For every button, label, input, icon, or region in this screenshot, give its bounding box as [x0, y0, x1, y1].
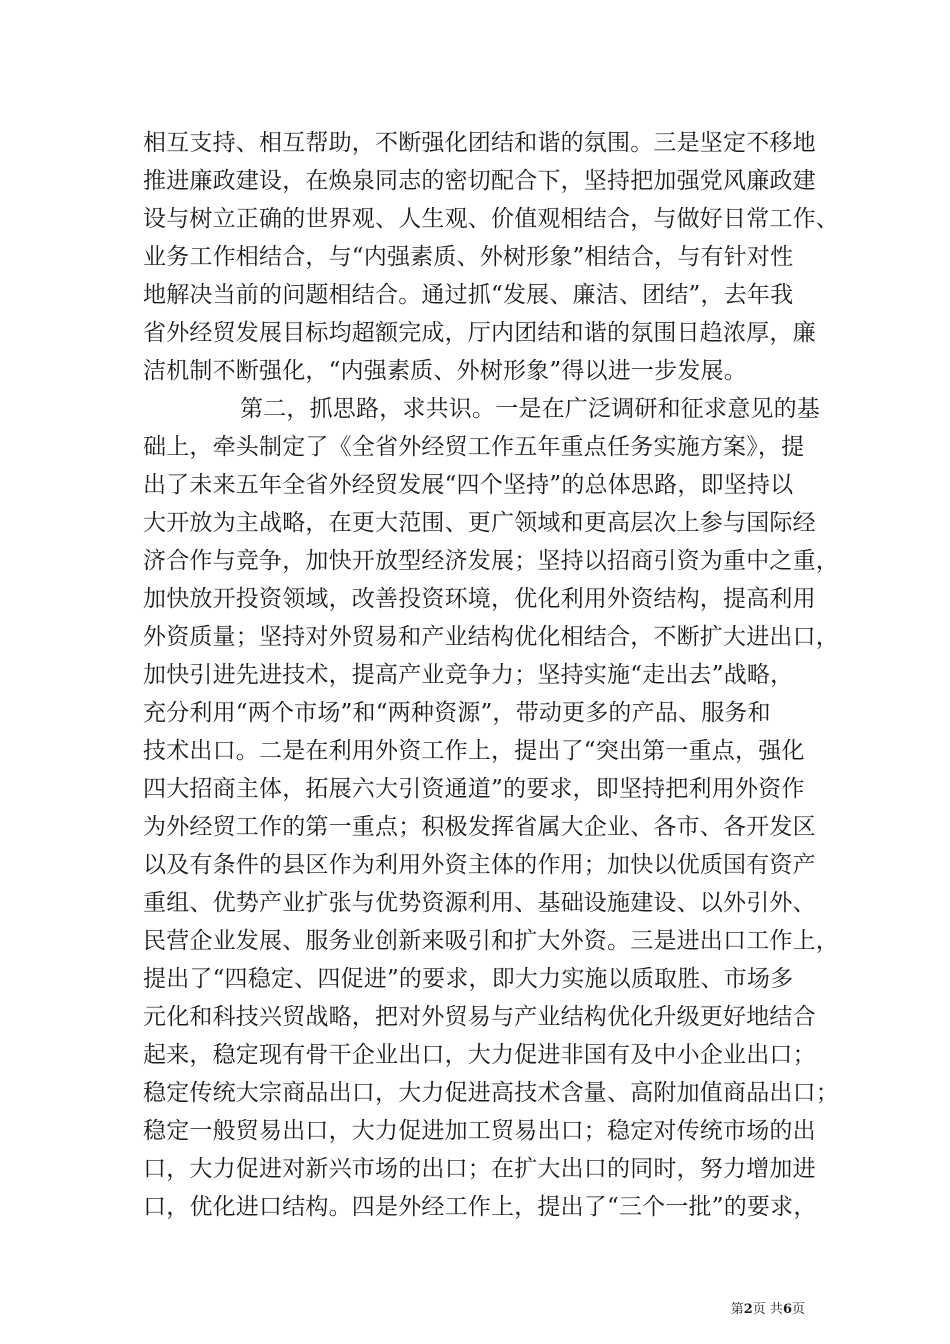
text-line: 相互支持、相互帮助，不断强化团结和谐的氛围。三是坚定不移地 [143, 130, 816, 156]
text-line: 为外经贸工作的第一重点；积极发挥省属大企业、各市、各开发区 [143, 814, 816, 840]
total-pages-number: 6 [782, 1302, 792, 1317]
text-line: 加快放开投资领域，改善投资环境，优化利用外资结构，提高利用 [143, 586, 816, 612]
footer-suffix: 页 [791, 1302, 805, 1317]
current-page-number: 2 [743, 1302, 753, 1317]
text-line: 民营企业发展、服务业创新来吸引和扩大外资。三是进出口工作上， [143, 928, 839, 954]
text-line: 省外经贸发展目标均超额完成，厅内团结和谐的氛围日趋浓厚，廉 [143, 320, 816, 346]
text-line: 技术出口。二是在利用外资工作上，提出了“突出第一重点，强化 [143, 738, 805, 764]
paragraph-first-line: 第二，抓思路，求共识。一是在广泛调研和征求意见的基 [240, 396, 820, 422]
text-line: 推进廉政建设，在焕泉同志的密切配合下，坚持把加强党风廉政建 [143, 168, 816, 194]
text-line: 地解决当前的问题相结合。通过抓“发展、廉洁、团结”，去年我 [143, 282, 794, 308]
text-line: 口，优化进口结构。四是外经工作上，提出了“三个一批”的要求， [143, 1194, 817, 1220]
text-line: 重组、优势产业扩张与优势资源利用、基础设施建设、以外引外、 [143, 890, 816, 916]
text-line: 稳定传统大宗商品出口，大力促进高技术含量、高附加值商品出口； [143, 1080, 839, 1106]
footer-middle: 页 共 [752, 1302, 783, 1317]
text-line: 洁机制不断强化，“内强素质、外树形象”得以进一步发展。 [143, 358, 747, 384]
footer-prefix: 第 [730, 1302, 744, 1317]
text-line: 济合作与竞争，加快开放型经济发展；坚持以招商引资为重中之重， [143, 548, 839, 574]
text-line: 元化和科技兴贸战略，把对外贸易与产业结构优化升级更好地结合 [143, 1004, 816, 1030]
text-line: 业务工作相结合，与“内强素质、外树形象”相结合，与有针对性 [143, 244, 794, 270]
text-line: 四大招商主体，拓展六大引资通道”的要求，即坚持把利用外资作 [143, 776, 805, 802]
text-line: 提出了“四稳定、四促进”的要求，即大力实施以质取胜、市场多 [143, 966, 794, 992]
text-line: 稳定一般贸易出口，大力促进加工贸易出口；稳定对传统市场的出 [143, 1118, 816, 1144]
text-line: 起来，稳定现有骨干企业出口，大力促进非国有及中小企业出口； [143, 1042, 816, 1068]
text-line: 外资质量；坚持对外贸易和产业结构优化相结合，不断扩大进出口， [143, 624, 839, 650]
text-line: 口，大力促进对新兴市场的出口；在扩大出口的同时，努力增加进 [143, 1156, 816, 1182]
text-line: 大开放为主战略，在更大范围、更广领域和更高层次上参与国际经 [143, 510, 816, 536]
text-line: 础上，牵头制定了《全省外经贸工作五年重点任务实施方案》，提 [143, 434, 805, 460]
text-line: 充分利用“两个市场”和“两种资源”，带动更多的产品、服务和 [143, 700, 771, 726]
text-line: 出了未来五年全省外经贸发展“四个坚持”的总体思路，即坚持以 [143, 472, 794, 498]
page-footer [0, 1301, 950, 1319]
text-line: 以及有条件的县区作为利用外资主体的作用；加快以优质国有资产 [143, 852, 816, 878]
text-line: 加快引进先进技术，提高产业竞争力；坚持实施“走出去”战略， [143, 662, 794, 688]
text-line: 设与树立正确的世界观、人生观、价值观相结合，与做好日常工作、 [143, 206, 839, 232]
